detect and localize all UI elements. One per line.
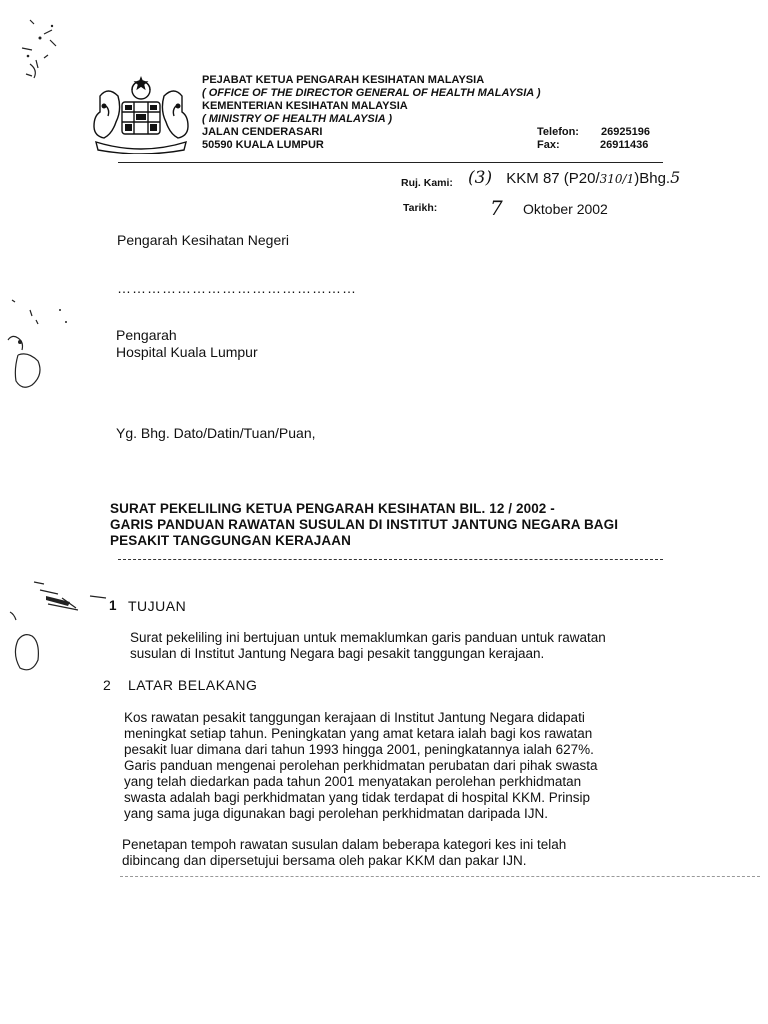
section-1-number: 1 — [109, 598, 117, 613]
section-2-line: dibincang dan dipersetujui bersama oleh pakar KKM dan pakar IJN. — [122, 853, 527, 868]
section-2-line: meningkat setiap tahun. Peningkatan yang amat ketara ialah bagi kos rawatan — [124, 726, 593, 741]
letterhead-divider — [118, 162, 663, 163]
address-street: JALAN CENDERASARI — [202, 126, 323, 138]
fax-label: Fax: — [537, 139, 560, 151]
tarikh-label: Tarikh: — [403, 202, 438, 214]
tarikh-value: Oktober 2002 — [523, 201, 608, 217]
section-2-number: 2 — [103, 677, 111, 693]
telefon-value: 26925196 — [601, 126, 650, 138]
subject-divider — [118, 559, 663, 560]
section-2-paragraph-2 — [122, 837, 662, 869]
ruj-hand-prefix: (3) — [468, 168, 493, 188]
section-2-line: swasta adalah bagi perkhidmatan yang tidak terdapat di hospital KKM. Prinsip — [124, 790, 591, 805]
ministry-name: KEMENTERIAN KESIHATAN MALAYSIA — [202, 100, 408, 112]
ministry-name-english: ( MINISTRY OF HEALTH MALAYSIA ) — [202, 113, 393, 125]
section-2-paragraph-1 — [124, 710, 664, 822]
section-2-line: Penetapan tempoh rawatan susulan dalam beberapa kategori kes ini telah — [122, 837, 567, 852]
section-2-line: Garis panduan mengenai perolehan perkhidmatan perubatan dari pihak swasta — [124, 758, 598, 773]
section-1-paragraph — [130, 630, 670, 662]
recipient-2-title: Pengarah — [116, 327, 177, 343]
subject-line-3: PESAKIT TANGGUNGAN KERAJAAN — [110, 533, 351, 548]
section-2-line: Kos rawatan pesakit tanggungan kerajaan di Institut Jantung Negara didapati — [124, 710, 585, 725]
section-2-heading: LATAR BELAKANG — [128, 677, 258, 693]
page-bottom-edge — [120, 876, 760, 877]
fax-value: 26911436 — [600, 139, 649, 151]
reference-number — [468, 168, 680, 188]
ruj-hand-suffix: 5 — [670, 168, 681, 187]
subject-line-2: GARIS PANDUAN RAWATAN SUSULAN DI INSTITUT JANTUNG NEGARA BAGI — [110, 517, 619, 532]
ruj-hand-mid: 310/1 — [599, 172, 635, 186]
office-name: PEJABAT KETUA PENGARAH KESIHATAN MALAYSIA — [202, 74, 485, 86]
section-2-line: yang telah diedarkan pada tahun 2001 menyatakan perolehan perkhidmatan — [124, 774, 582, 789]
section-2-line: pesakit luar dimana dari tahun 1993 hingga 2001, peningkatannya ialah 627%. — [124, 742, 594, 757]
ruj-value-tail: )Bhg. — [634, 170, 671, 187]
recipient-dots: ………………………………………… — [117, 280, 357, 296]
ruj-kami-label: Ruj. Kami: — [401, 177, 453, 189]
section-1-line: susulan di Institut Jantung Negara bagi pesakit tanggungan kerajaan. — [130, 646, 545, 661]
malaysia-coat-of-arms-logo — [86, 76, 196, 159]
subject — [110, 501, 690, 549]
letterhead — [202, 74, 541, 152]
section-1-line: Surat pekeliling ini bertujuan untuk memaklumkan garis panduan untuk rawatan — [130, 630, 606, 645]
office-name-english: ( OFFICE OF THE DIRECTOR GENERAL OF HEALTH MALAYSIA ) — [202, 87, 541, 99]
address-city: 50590 KUALA LUMPUR — [202, 139, 324, 151]
recipient-2-org: Hospital Kuala Lumpur — [116, 344, 258, 360]
ruj-value: KKM 87 (P20/ — [506, 170, 600, 187]
salutation: Yg. Bhg. Dato/Datin/Tuan/Puan, — [116, 425, 316, 441]
telefon-label: Telefon: — [537, 126, 579, 138]
recipient-1: Pengarah Kesihatan Negeri — [117, 232, 290, 248]
tarikh-hand-day: 7 — [490, 196, 503, 220]
subject-line-1: SURAT PEKELILING KETUA PENGARAH KESIHATAN BIL. 12 / 2002 - — [110, 501, 555, 516]
section-2-line: yang sama juga digunakan bagi perolehan perkhidmatan daripada IJN. — [124, 806, 549, 821]
section-1-heading: TUJUAN — [128, 598, 187, 614]
